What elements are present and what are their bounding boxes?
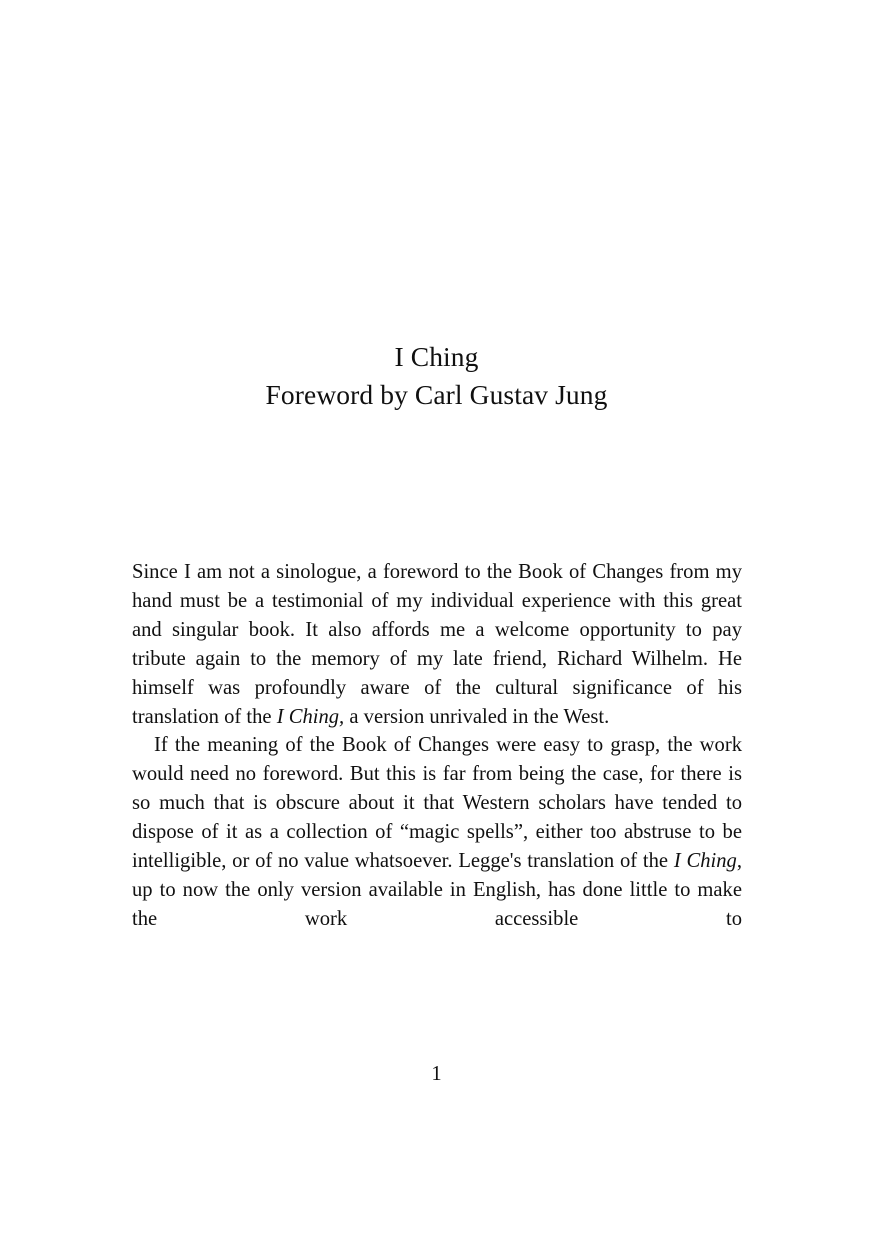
document-title: I Ching	[394, 341, 479, 372]
paragraph-1-italic-title: I Ching,	[276, 705, 345, 728]
paragraph-2-italic-title: I Ching	[673, 850, 737, 873]
paragraph-1-text-part-2: a version unrivaled in the West.	[344, 705, 610, 728]
page-number: 1	[431, 1063, 442, 1085]
paragraph-2-text-part-2: , up to now the only version available in English, has done little to make the work accessible to	[132, 850, 742, 930]
title-block	[0, 338, 873, 414]
document-subtitle: Foreword by Carl Gustav Jung	[265, 379, 608, 410]
paragraph-2	[132, 731, 742, 933]
body-text-column	[132, 558, 742, 934]
paragraph-1	[132, 558, 742, 731]
paragraph-2-text-part-1: If the meaning of the Book of Changes were easy to grasp, the work would need no foreword. But this is far from being the case, for there is so much that is obscure about it that Western scholars have tended to dispose of it as a collection of “magic spells”, either too abstruse to be intelligible, or of no value whatsoever. Legge's translation of the	[132, 734, 742, 873]
paragraph-1-text-part-1: Since I am not a sinologue, a foreword to the Book of Changes from my hand must be a testimonial of my individual experience with this great and singular book. It also affords me a welcome opportunity to pay tribute again to the memory of my late friend, Richard Wilhelm. He himself was profoundly aware of the cultural significance of his translation of the	[132, 561, 742, 728]
